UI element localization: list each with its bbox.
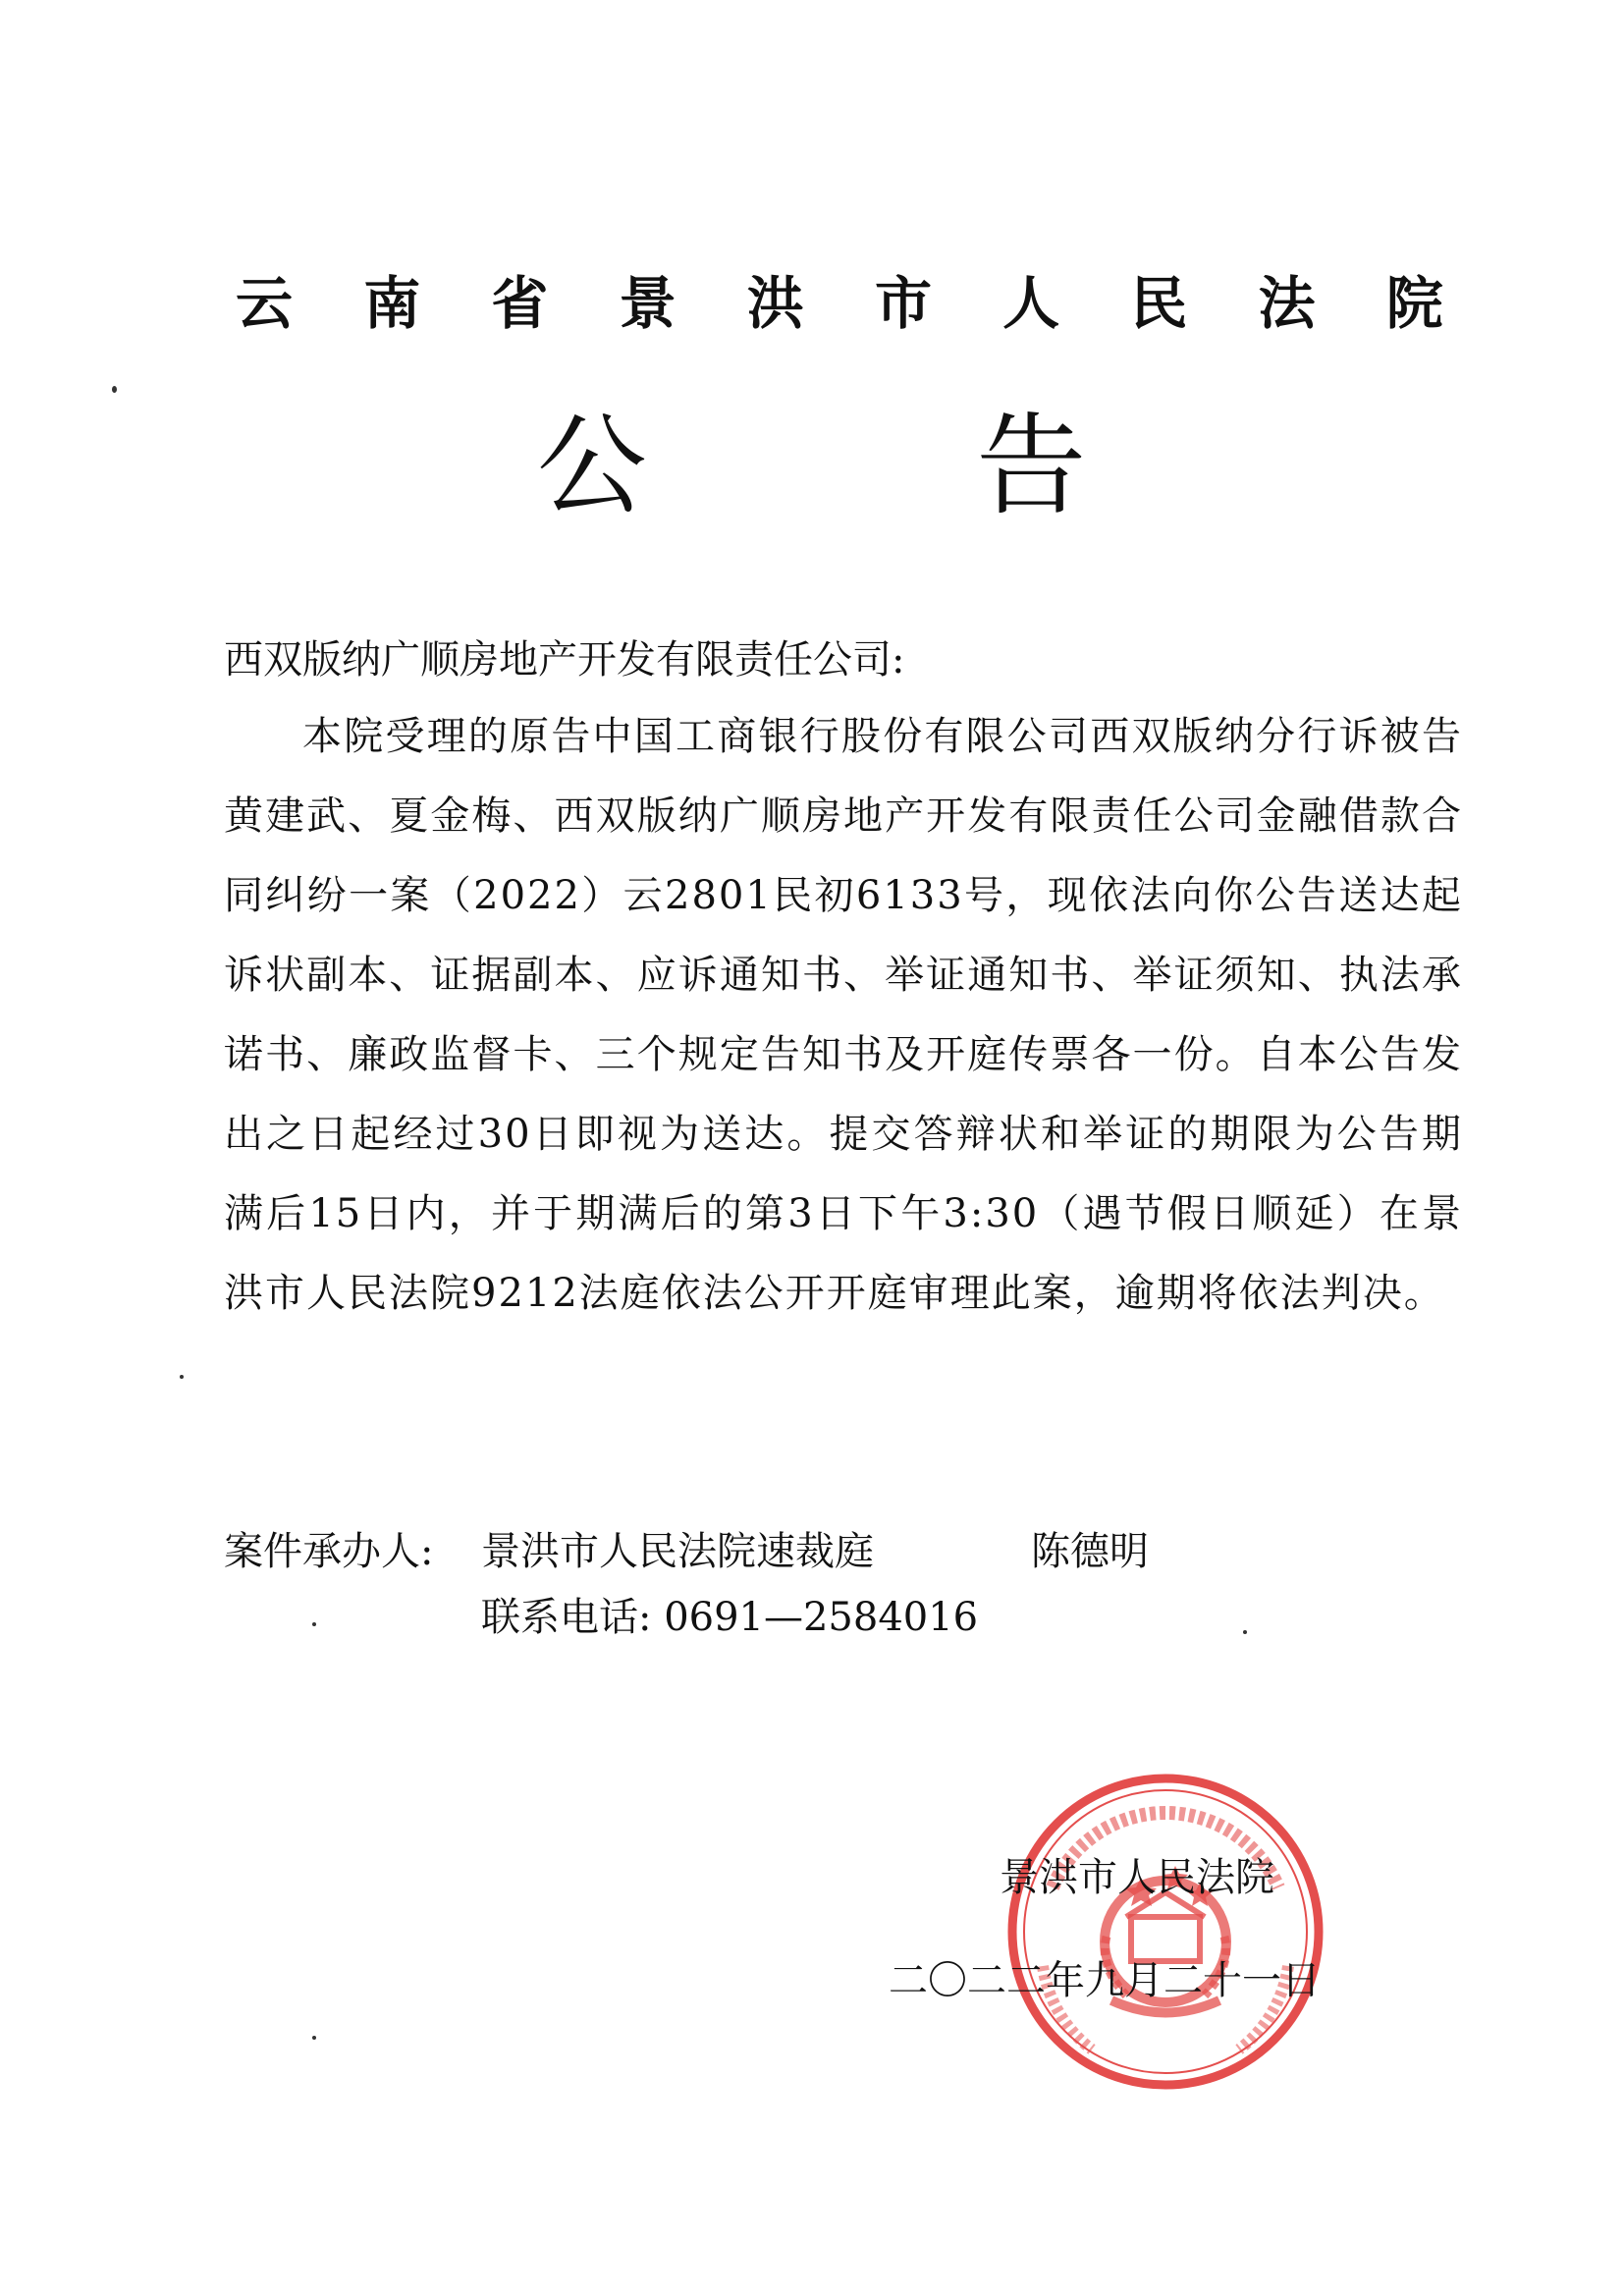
handler-name: 陈德明: [1031, 1529, 1149, 1574]
court-seal-stamp: [1003, 1770, 1327, 2094]
contact-phone: 联系电话: 0691—2584016: [481, 1595, 979, 1640]
seal-graphic: [1012, 1778, 1319, 2085]
scan-speck: [312, 2036, 316, 2040]
signing-date: 二〇二二年九月二十一日: [889, 1958, 1321, 2003]
case-handler-row: [224, 1520, 1149, 1576]
court-name-heading: 云 南 省 景 洪 市 人 民 法 院: [236, 270, 1469, 337]
signing-court-name: 景洪市人民法院: [1000, 1855, 1274, 1900]
notice-body: 本院受理的原告中国工商银行股份有限公司西双版纳分行诉被告黄建武、夏金梅、西双版纳广顺房地产开发有限责任公司金融借款合同纠纷一案（2022）云2801民初6133号，现依法向你公告送达起诉状副本、证据副本、应诉通知书、举证通知书、举证须知、执法承诺书、廉政监督卡、三个规定告知书及开庭传票各一份。自本公告发出之日起经过30日即视为送达。提交答辩状和举证的期限为公告期满后15日内，并于期满后的第3日下午3:30（遇节假日顺延）在景洪市人民法院9212法庭依法公开开庭审理此案，逾期将依法判决。: [224, 714, 1463, 1316]
scan-speck: [180, 1375, 184, 1379]
scan-speck: [1243, 1630, 1247, 1634]
handler-department: 景洪市人民法院速裁庭: [481, 1529, 874, 1574]
scan-speck: [312, 1622, 316, 1626]
scan-speck: [112, 386, 117, 393]
notice-title: 公 告: [536, 403, 1234, 530]
handler-label: 案件承办人:: [224, 1529, 434, 1574]
addressee-line: 西双版纳广顺房地产开发有限责任公司:: [224, 637, 905, 683]
